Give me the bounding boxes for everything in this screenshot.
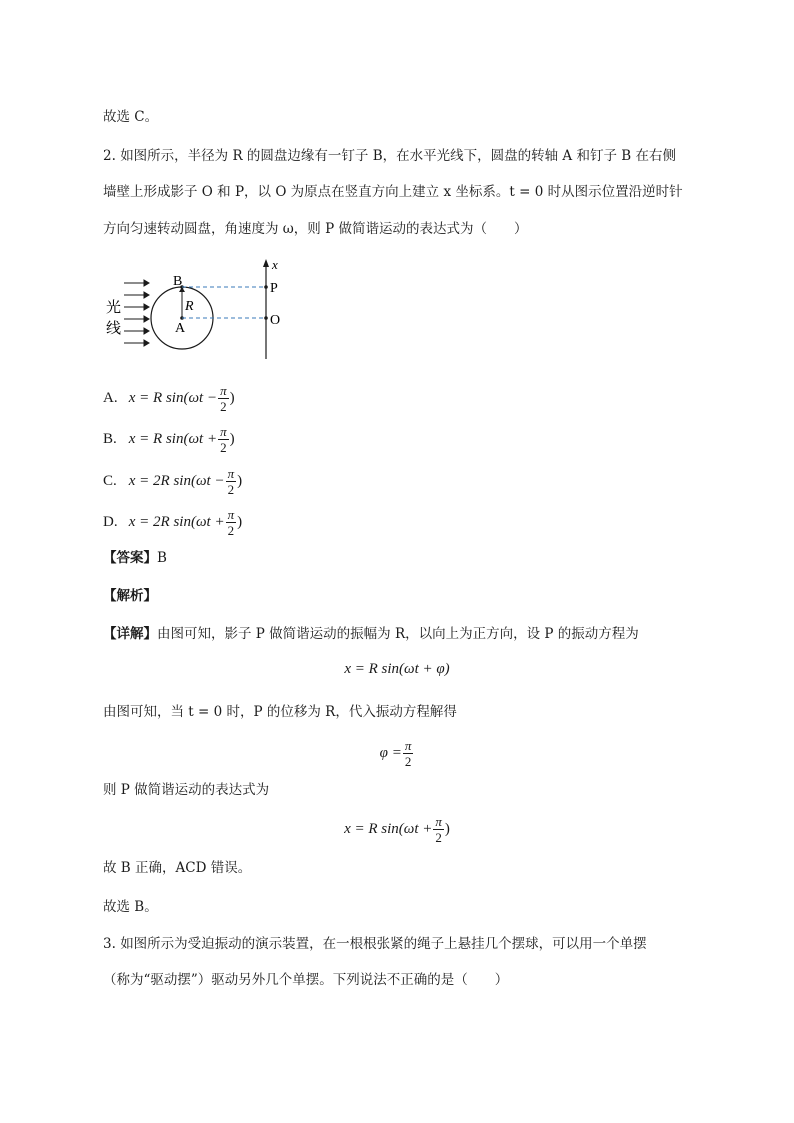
fraction: $\frac{\pi}{2}$ <box>220 383 227 414</box>
detail-tag: 【详解】 <box>103 626 157 642</box>
option-D[interactable]: D. x = 2R sin(ωt + $\frac{\pi}{2}$ ) <box>103 507 243 538</box>
label-O: O <box>270 313 281 328</box>
option-formula: x = R sin(ωt + <box>128 430 218 447</box>
light-rays <box>124 280 149 346</box>
fraction: $\frac{\pi}{2}$ <box>227 466 235 497</box>
previous-conclusion: 故选 C。 <box>103 109 159 125</box>
question-3-line-2: （称为“驱动摆”）驱动另外几个单摆。下列说法不正确的是（ ） <box>103 972 509 988</box>
option-label: B. <box>103 430 117 447</box>
detail-line-2: 由图可知，当 t = 0 时，P 的位移为 R，代入振动方程解得 <box>103 704 457 720</box>
fraction: $\frac{\pi}{2}$ <box>227 507 235 538</box>
question-text: 如图所示，半径为 R 的圆盘边缘有一钉子 B，在水平光线下，圆盘的转轴 A 和钉子 B 在右侧 <box>120 148 676 164</box>
question-2-line-1 <box>103 147 676 165</box>
option-B[interactable]: B. x = R sin(ωt + $\frac{\pi}{2}$ ) <box>103 424 235 455</box>
shadow-point-O <box>264 316 268 320</box>
option-C[interactable]: C. x = 2R sin(ωt − $\frac{\pi}{2}$ ) <box>103 466 243 497</box>
option-formula: x = 2R sin(ωt + <box>128 513 225 530</box>
label-A: A <box>175 321 186 336</box>
fraction: $\frac{\pi}{2}$ <box>220 424 227 455</box>
equation-3: x = R sin(ωt + $\frac{\pi}{2}$ ) <box>344 814 450 845</box>
question-number: 2. <box>103 148 116 164</box>
light-label-1: 光 <box>106 300 122 316</box>
option-A[interactable]: A. x = R sin(ωt − $\frac{\pi}{2}$ ) <box>103 383 235 414</box>
answer-value: B <box>157 550 167 566</box>
question-2-line-3: 方向匀速转动圆盘，角速度为 ω，则 P 做简谐运动的表达式为（ ） <box>103 221 528 237</box>
x-axis-arrowhead <box>263 259 269 267</box>
label-B: B <box>173 274 183 289</box>
option-label: C. <box>103 472 117 489</box>
detail-line-3: 则 P 做简谐运动的表达式为 <box>103 782 270 798</box>
option-formula: x = 2R sin(ωt − <box>128 472 225 489</box>
verdict: 故 B 正确，ACD 错误。 <box>103 860 252 876</box>
question-number: 3. <box>103 936 116 952</box>
rotating-disk-figure <box>100 255 300 365</box>
label-R: R <box>185 299 194 314</box>
question-2-line-2: 墙壁上形成影子 O 和 P，以 O 为原点在竖直方向上建立 x 坐标系。t = 0 时从图示位置沿逆时针 <box>103 184 683 200</box>
label-P: P <box>270 281 278 296</box>
equation-1: x = R sin(ωt + φ) <box>344 661 450 677</box>
equation-2: φ = $\frac{\pi}{2}$ <box>379 738 412 769</box>
label-x: x <box>272 257 278 272</box>
option-label: D. <box>103 513 118 530</box>
answer-tag: 【答案】 <box>103 550 157 566</box>
shadow-point-P <box>264 285 268 289</box>
option-formula: x = R sin(ωt − <box>128 389 218 406</box>
option-label: A. <box>103 389 118 406</box>
light-label-2: 线 <box>106 321 122 337</box>
question-3-line-1 <box>103 935 647 953</box>
question-2-conclusion: 故选 B。 <box>103 899 158 915</box>
detail-line-1 <box>103 625 639 643</box>
answer-line <box>103 549 167 567</box>
question-text: 如图所示为受迫振动的演示装置，在一根根张紧的绳子上悬挂几个摆球，可以用一个单摆 <box>120 936 647 952</box>
analysis-tag: 【解析】 <box>103 588 157 604</box>
detail-text: 由图可知，影子 P 做简谐运动的振幅为 R，以向上为正方向，设 P 的振动方程为 <box>157 626 639 642</box>
